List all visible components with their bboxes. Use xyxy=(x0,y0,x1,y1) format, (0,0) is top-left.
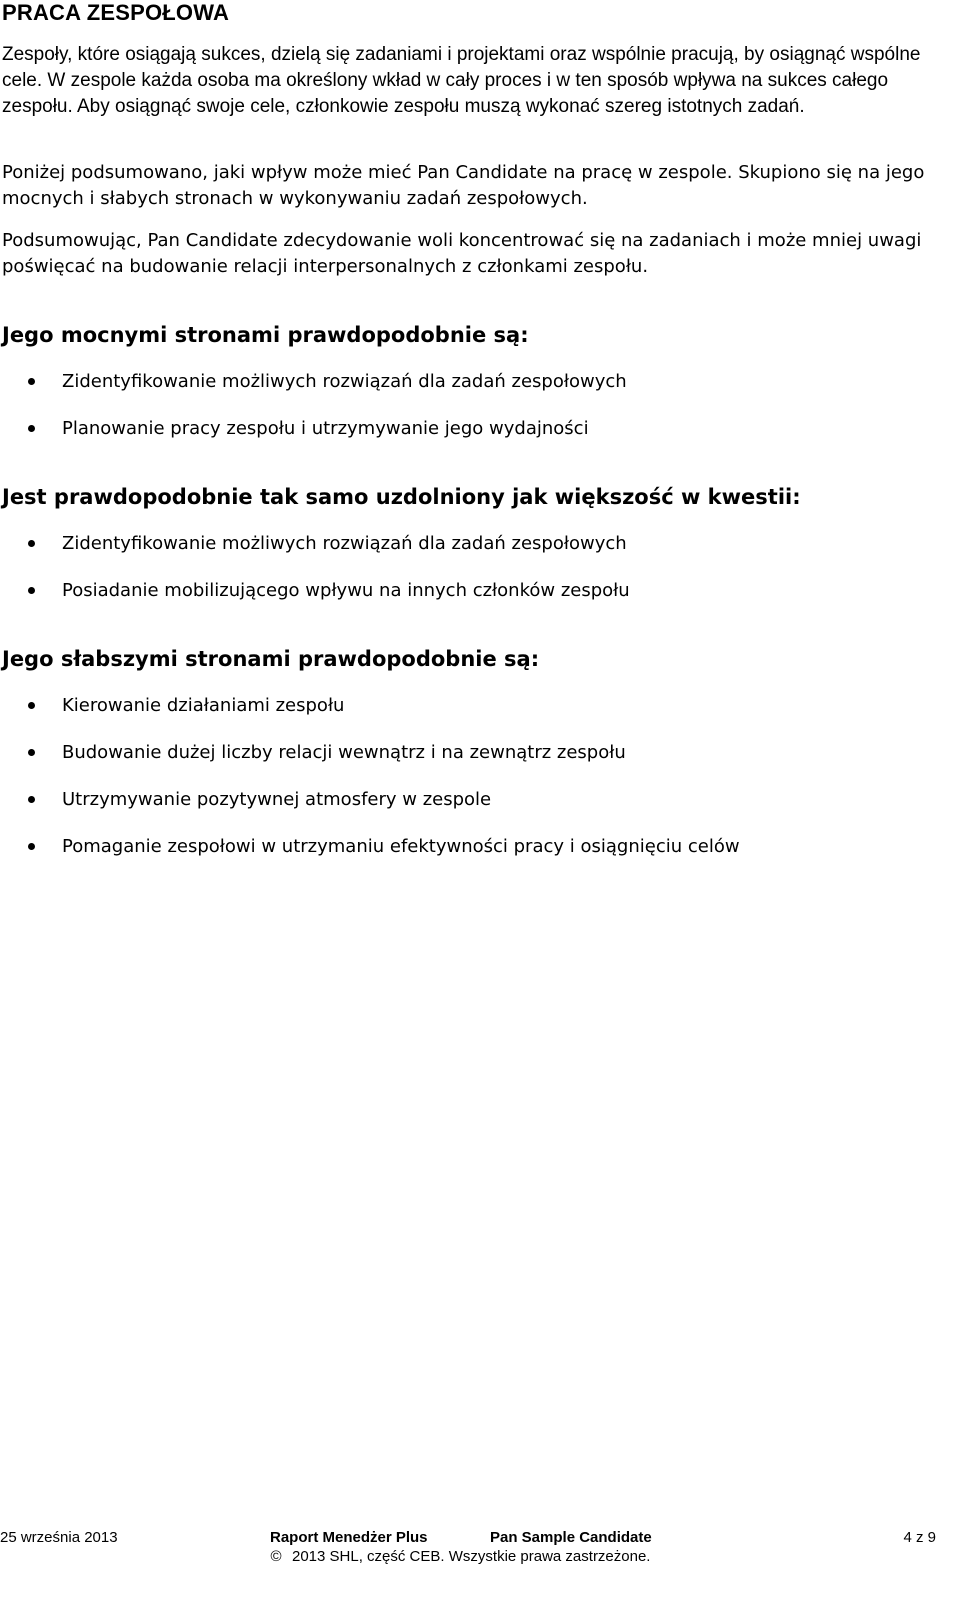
intro-paragraph: Zespoły, które osiągają sukces, dzielą się zadaniami i projektami oraz wspólnie pracują, by osiągnąć wspólne cele. W zespole każda osoba ma określony wkład w cały proces i w ten sposób wpływa na sukces całego zespołu. Aby osiągnąć swoje cele, członkowie zespołu muszą wykonać szereg istotnych zadań. xyxy=(2,44,921,117)
average-list xyxy=(0,531,940,625)
footer-page-number: 4 z 9 xyxy=(903,1529,936,1546)
list-item-text: Planowanie pracy zespołu i utrzymywanie jego wydajności xyxy=(62,418,589,439)
page-footer xyxy=(0,1529,940,1611)
footer-copyright-text: 2013 SHL, część CEB. Wszystkie prawa zastrzeżone. xyxy=(292,1548,651,1565)
list-item xyxy=(0,578,940,625)
bullet-icon xyxy=(28,796,35,803)
bullet-icon xyxy=(28,749,35,756)
list-item xyxy=(0,740,940,787)
page-title: PRACA ZESPOŁOWA xyxy=(2,0,230,25)
bullet-icon xyxy=(28,843,35,850)
summary-intro-paragraph: Poniżej podsumowano, jaki wpływ może mieć Pan Candidate na pracę w zespole. Skupiono się na jego mocnych i słabych stronach w wykonywaniu zadań zespołowych. xyxy=(2,162,925,209)
strengths-list xyxy=(0,369,940,463)
list-item xyxy=(0,834,940,881)
weaknesses-heading: Jego słabszymi stronami prawdopodobnie są: xyxy=(2,647,540,671)
list-item xyxy=(0,693,940,740)
list-item-text: Pomaganie zespołowi w utrzymaniu efektywności pracy i osiągnięciu celów xyxy=(62,836,740,857)
footer-copyright xyxy=(268,1548,650,1566)
list-item xyxy=(0,531,940,578)
bullet-icon xyxy=(28,540,35,547)
weaknesses-list xyxy=(0,693,940,881)
list-item-text: Utrzymywanie pozytywnej atmosfery w zespole xyxy=(62,789,492,810)
average-heading: Jest prawdopodobnie tak samo uzdolniony jak większość w kwestii: xyxy=(2,485,801,509)
list-item-text: Budowanie dużej liczby relacji wewnątrz i na zewnątrz zespołu xyxy=(62,742,626,763)
bullet-icon xyxy=(28,587,35,594)
list-item xyxy=(0,416,940,463)
list-item-text: Kierowanie działaniami zespołu xyxy=(62,695,345,716)
summary-paragraph: Podsumowując, Pan Candidate zdecydowanie woli koncentrować się na zadaniach i może mniej uwagi poświęcać na budowanie relacji interpersonalnych z członkami zespołu. xyxy=(2,230,922,277)
copyright-icon: © xyxy=(270,1548,282,1565)
list-item xyxy=(0,787,940,834)
footer-date: 25 września 2013 xyxy=(0,1529,118,1546)
footer-report-name: Raport Menedżer Plus xyxy=(270,1529,428,1546)
list-item-text: Posiadanie mobilizującego wpływu na innych członków zespołu xyxy=(62,580,630,601)
strengths-heading: Jego mocnymi stronami prawdopodobnie są: xyxy=(2,323,529,347)
bullet-icon xyxy=(28,702,35,709)
footer-candidate-name: Pan Sample Candidate xyxy=(490,1529,652,1546)
list-item-text: Zidentyfikowanie możliwych rozwiązań dla zadań zespołowych xyxy=(62,371,627,392)
list-item xyxy=(0,369,940,416)
bullet-icon xyxy=(28,378,35,385)
bullet-icon xyxy=(28,425,35,432)
list-item-text: Zidentyfikowanie możliwych rozwiązań dla zadań zespołowych xyxy=(62,533,627,554)
